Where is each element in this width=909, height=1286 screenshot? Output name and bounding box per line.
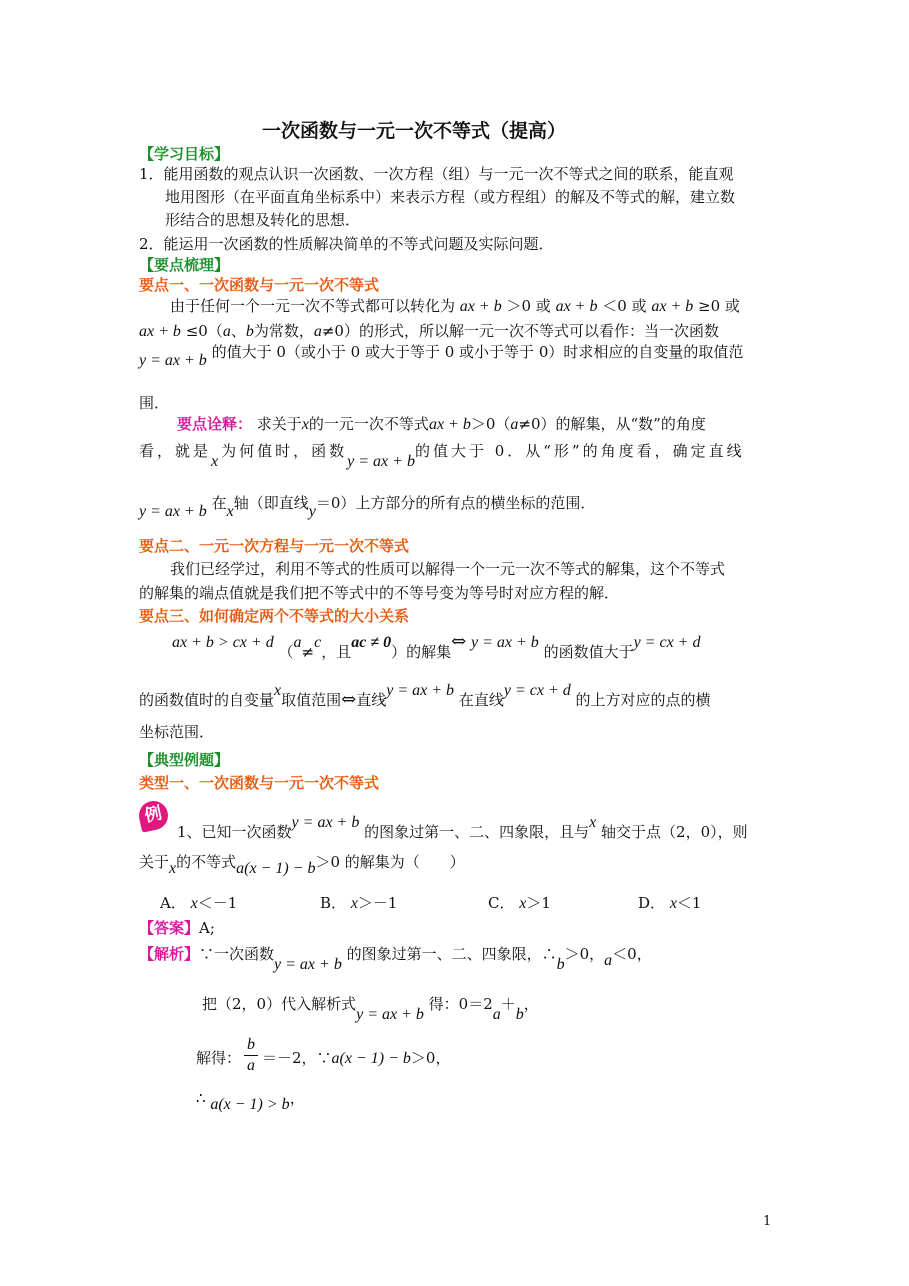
math-expr: ax + b > cx + d xyxy=(172,634,274,651)
math-expr: y = ax + b xyxy=(139,352,207,369)
example-badge-icon: 例 xyxy=(136,798,170,832)
examples-header: 【典型例题】 xyxy=(139,751,230,769)
var-a: a xyxy=(510,416,519,433)
var-x: x xyxy=(301,416,309,433)
analysis-line-3-text: 解得： xyxy=(196,1049,242,1067)
text: 为何值时，函数 xyxy=(221,442,348,460)
text: ＞0（ xyxy=(470,415,511,433)
text: （ xyxy=(278,643,294,661)
var-x: x xyxy=(169,860,177,877)
var-a: a xyxy=(313,323,322,340)
answer-label: 【答案】 xyxy=(139,919,200,937)
point-2-line-1: 我们已经学过，利用不等式的性质可以解得一个一元一次不等式的解集，这个不等式 xyxy=(170,560,726,578)
text: ≠0）的解集，从“数”的角度 xyxy=(518,415,706,433)
math-expr: y = cx + d xyxy=(633,634,701,651)
text: ＞0， xyxy=(564,945,605,963)
text: 在 xyxy=(211,494,227,512)
text: 的图象过第一、二、四象限，且与 xyxy=(364,823,590,841)
analysis-line-4 xyxy=(196,1089,305,1115)
var-a: a xyxy=(222,323,231,340)
fraction-b-over-a xyxy=(243,1036,259,1075)
text: 的值大于 0（或小于 0 或大于等于 0 或小于等于 0）时求相应的自变量的取值范 xyxy=(211,343,744,361)
text: 的不等式 xyxy=(176,853,237,871)
page-number: 1 xyxy=(763,1214,772,1229)
option-label: D． xyxy=(638,894,666,912)
text: 把（2，0）代入解析式 xyxy=(202,995,357,1013)
point-3-line-3: 坐标范围． xyxy=(139,723,215,741)
math-expr: a(x − 1) > b xyxy=(210,1096,290,1113)
var-x: x xyxy=(350,895,358,912)
option-label: A． xyxy=(160,894,186,912)
text: ＜0， xyxy=(612,945,652,963)
text: 直线 xyxy=(356,691,387,709)
fraction-bar xyxy=(244,1055,258,1056)
text: ＞0， xyxy=(410,1049,451,1067)
answer-line xyxy=(139,918,215,938)
var-a: a xyxy=(293,634,302,651)
text: ， xyxy=(289,1089,305,1107)
text: 取值范围 xyxy=(281,691,342,709)
option-value: ＞－1 xyxy=(357,894,398,912)
text: 的图象过第一、二、四象限，∴ xyxy=(346,945,557,963)
var-x: x xyxy=(589,814,597,831)
text: ≠0）的形式，所以解一元一次不等式可以看作：当一次函数 xyxy=(321,322,719,340)
option-b[interactable] xyxy=(320,893,397,914)
math-expr: y = ax + b xyxy=(291,814,360,831)
math-expr: ax + b xyxy=(555,298,598,315)
math-expr: ac ≠ 0 xyxy=(351,634,392,651)
option-label: B． xyxy=(320,894,347,912)
note-label: 要点诠释： xyxy=(177,415,253,433)
text: 为常数， xyxy=(253,322,314,340)
iff-symbol: ⇔ xyxy=(341,689,357,710)
text: 1、已知一次函数 xyxy=(177,823,292,841)
option-value: ＜1 xyxy=(676,894,702,912)
point-2-title: 要点二、一元一次方程与一元一次不等式 xyxy=(139,537,410,555)
math-expr: ax + b xyxy=(428,416,471,433)
points-header: 【要点梳理】 xyxy=(139,256,230,274)
var-x: x xyxy=(211,453,222,470)
text: 轴交于点（2，0），则 xyxy=(601,823,748,841)
text: 由于任何一个一元一次不等式都可以转化为 xyxy=(170,297,456,315)
text: 的一元一次不等式 xyxy=(308,415,429,433)
example-1-line-2 xyxy=(139,852,465,877)
note-line-2 xyxy=(139,441,745,470)
goals-header: 【学习目标】 xyxy=(139,145,230,163)
analysis-line-3 xyxy=(262,1048,450,1069)
analysis-line-1 xyxy=(139,944,652,973)
point-1-line-2 xyxy=(139,321,719,342)
math-expr: a(x − 1) − b xyxy=(331,1050,411,1067)
var-x: x xyxy=(190,895,198,912)
var-b: b xyxy=(515,1006,524,1023)
goal-1-line-2: 地用图形（在平面直角坐标系中）来表示方程（或方程组）的解及不等式的解，建立数 xyxy=(165,188,736,206)
text: ≥0 或 xyxy=(698,297,740,315)
var-a: a xyxy=(492,1006,501,1023)
point-3-line-1 xyxy=(172,631,701,661)
var-x: x xyxy=(519,895,527,912)
text: ∵一次函数 xyxy=(199,945,275,963)
neq: ≠ xyxy=(301,643,315,661)
text: 的函数值大于 xyxy=(543,643,634,661)
var-c: c xyxy=(314,634,322,651)
goal-1-line-1: 1．能用函数的观点认识一次函数、一次方程（组）与一元一次不等式之间的联系，能直观 xyxy=(139,165,734,183)
var-x: x xyxy=(669,895,677,912)
point-3-title: 要点三、如何确定两个不等式的大小关系 xyxy=(139,607,410,625)
text: 得：0＝2 xyxy=(428,995,493,1013)
type-1-title: 类型一、一次函数与一元一次不等式 xyxy=(139,774,380,792)
var-y: y xyxy=(308,503,316,520)
numerator: b xyxy=(247,1036,255,1053)
text: ， xyxy=(523,995,539,1013)
point-1-line-3 xyxy=(139,343,744,371)
option-value: ＜－1 xyxy=(197,894,238,912)
math-expr: ax + b xyxy=(459,298,502,315)
text: 的值大于 0．从“形”的角度看，确定直线 xyxy=(414,442,745,460)
point-2-line-2: 的解集的端点值就是我们把不等式中的不等号变为等号时对应方程的解． xyxy=(139,584,620,602)
math-expr: y = ax + b xyxy=(274,956,342,973)
math-expr: y = ax + b xyxy=(139,503,207,520)
answer-value: A; xyxy=(199,919,215,937)
point-3-line-2 xyxy=(139,680,711,710)
option-c[interactable] xyxy=(488,893,551,914)
iff-symbol: ⇔ xyxy=(451,631,467,652)
point-1-line-1 xyxy=(170,296,740,317)
math-expr: y = ax + b xyxy=(347,453,415,470)
math-expr: y = ax + b xyxy=(470,634,539,651)
text: ＞0 或 xyxy=(506,297,551,315)
analysis-label: 【解析】 xyxy=(139,945,200,963)
var-x: x xyxy=(274,682,282,699)
point-1-line-4: 围． xyxy=(139,394,170,412)
option-label: C． xyxy=(488,894,515,912)
text: 、 xyxy=(230,322,246,340)
note-line-3 xyxy=(139,493,596,520)
math-expr: y = ax + b xyxy=(356,1006,424,1023)
point-1-title: 要点一、一次函数与一元一次不等式 xyxy=(139,276,380,294)
text: ）的解集 xyxy=(391,643,452,661)
text: ≤0（ xyxy=(185,322,223,340)
math-expr: y = ax + b xyxy=(386,682,455,699)
text: ，且 xyxy=(321,643,352,661)
math-expr: ax + b xyxy=(651,298,694,315)
option-a[interactable] xyxy=(160,893,237,914)
text: 在直线 xyxy=(458,691,504,709)
text: 关于 xyxy=(139,853,170,871)
text: 的上方对应的点的横 xyxy=(575,691,711,709)
text: ∴ xyxy=(196,1089,206,1107)
text: 看，就是 xyxy=(139,442,212,460)
text: 的函数值时的自变量 xyxy=(139,691,275,709)
goal-1-line-3: 形结合的思想及转化的思想． xyxy=(165,211,361,229)
math-expr: ax + b xyxy=(139,323,181,340)
goal-2: 2．能运用一次函数的性质解决简单的不等式问题及实际问题． xyxy=(139,235,554,253)
var-a: a xyxy=(604,952,613,969)
var-x: x xyxy=(226,503,234,520)
option-value: ＞1 xyxy=(526,894,551,912)
var-b: b xyxy=(556,956,565,973)
text: 轴（即直线 xyxy=(233,494,309,512)
note-line-1 xyxy=(177,414,706,435)
text: ＝0）上方部分的所有点的横坐标的范围． xyxy=(315,494,596,512)
example-1-line-1 xyxy=(177,812,748,841)
math-expr: y = cx + d xyxy=(503,682,571,699)
text: 求关于 xyxy=(256,415,302,433)
text: ＜0 或 xyxy=(602,297,647,315)
math-expr: a(x − 1) − b xyxy=(236,860,316,877)
text: ＋ xyxy=(500,995,516,1013)
text: ＝－2，∵ xyxy=(262,1049,332,1067)
var-b: b xyxy=(245,323,254,340)
analysis-line-2 xyxy=(202,994,539,1023)
option-d[interactable] xyxy=(638,893,701,914)
denominator: a xyxy=(247,1057,255,1074)
page-title: 一次函数与一元一次不等式（提高） xyxy=(262,120,567,142)
text: ＞0 的解集为（ ） xyxy=(315,853,465,871)
